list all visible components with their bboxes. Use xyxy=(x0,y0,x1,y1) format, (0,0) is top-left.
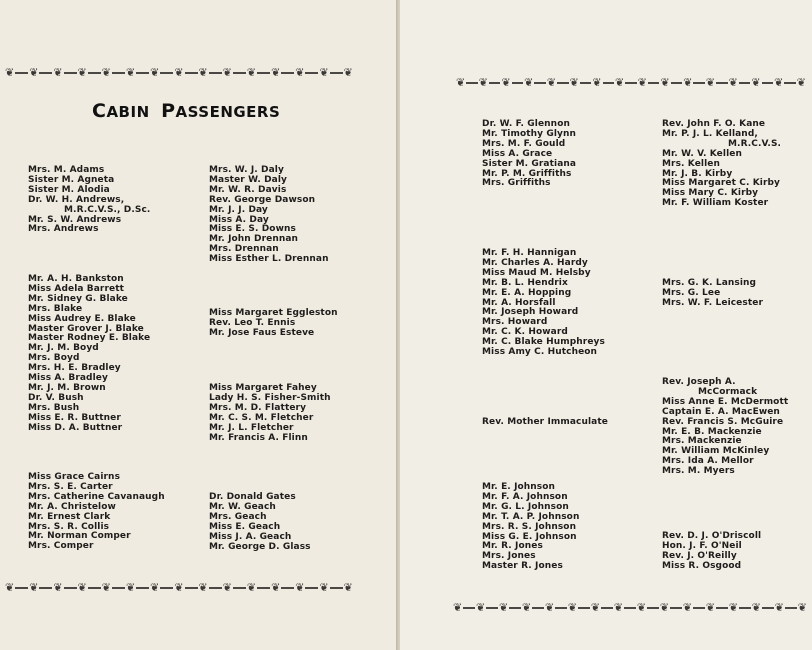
passenger-name: Mrs. Geach xyxy=(209,511,267,522)
passenger-name: Miss Amy C. Hutcheon xyxy=(482,347,598,358)
passenger-name: Mrs. Boyd xyxy=(28,353,80,364)
passenger-name: Mrs. Andrews xyxy=(28,224,99,235)
passenger-name: Dr. W. H. Andrews, xyxy=(28,194,125,205)
passenger-name: Mr. George D. Glass xyxy=(209,541,311,552)
passenger-name: Mrs. G. Lee xyxy=(662,287,721,298)
passenger-name: Miss Grace Cairns xyxy=(28,472,121,482)
group-list xyxy=(662,120,781,209)
passenger-name: Mr. Norman Comper xyxy=(28,531,131,542)
passenger-name: Mr. C. S. M. Fletcher xyxy=(209,412,314,423)
passenger-name: Master Grover J. Blake xyxy=(28,323,144,334)
passenger-name: Mr. F. A. Johnson xyxy=(482,491,568,502)
passenger-name: Mrs. Griffiths xyxy=(482,178,551,189)
passenger-name: Mr. W. Geach xyxy=(209,501,276,512)
passenger-name: Miss E. Geach xyxy=(209,521,281,532)
passenger-name: Rev. Joseph A. xyxy=(662,377,736,387)
passenger-name: Mr. Sidney G. Blake xyxy=(28,293,128,304)
passenger-name: Mr. Timothy Glynn xyxy=(482,128,577,139)
passenger-name: Mrs. S. E. Carter xyxy=(28,481,113,492)
passenger-name: Dr. W. F. Glennon xyxy=(482,119,570,129)
passenger-name: Mrs. M. F. Gould xyxy=(482,138,566,149)
passenger-name: Mr. R. Jones xyxy=(482,541,543,552)
passenger-name: Mr. A. Christelow xyxy=(28,501,116,512)
passenger-name: Mrs. Jones xyxy=(482,551,536,562)
passenger-name: Mrs. M. Adams xyxy=(28,165,105,175)
passenger-name: Mrs. Howard xyxy=(482,317,548,328)
passenger-name: Hon. J. F. O'Neil xyxy=(662,540,742,551)
passenger-name: Master W. Daly xyxy=(209,174,288,185)
passenger-name: Mr. C. K. Howard xyxy=(482,327,568,338)
passenger-name: Mrs. Bush xyxy=(28,402,80,413)
passenger-name: Mrs. M. D. Flattery xyxy=(209,402,307,413)
passenger-name: Mrs. Kellen xyxy=(662,158,721,169)
group-list xyxy=(28,275,150,434)
passenger-name: Sister M. Gratiana xyxy=(482,158,577,169)
passenger-name: Miss A. Day xyxy=(209,214,269,225)
passenger-name: Rev. J. O'Reilly xyxy=(662,550,737,561)
left-page xyxy=(0,0,398,650)
passenger-name: Mr. A. Horsfall xyxy=(482,297,556,308)
scroll-flourish-icon: ❦ ❦ ❦ ❦ ❦ ❦ ❦ ❦ ❦ ❦ ❦ ❦ ❦ ❦ ❦ xyxy=(5,581,353,594)
passenger-name: Mr. John Drennan xyxy=(209,234,299,245)
top-border-right xyxy=(455,76,807,90)
group-list xyxy=(482,120,576,189)
passenger-name: M.R.C.V.S. xyxy=(728,138,782,149)
group-list xyxy=(209,166,329,265)
passenger-name: Mr. Francis A. Flinn xyxy=(209,432,308,443)
passenger-name: Mr. T. A. P. Johnson xyxy=(482,511,580,522)
passenger-name: Mrs. Drennan xyxy=(209,244,279,255)
passenger-name: Rev. Leo T. Ennis xyxy=(209,317,296,328)
passenger-name: Miss Margaret C. Kirby xyxy=(662,178,781,189)
passenger-name: Mr. J. J. Day xyxy=(209,204,268,215)
passenger-name: Dr. Donald Gates xyxy=(209,492,296,502)
bottom-border-left xyxy=(4,581,354,595)
passenger-name: Mrs. H. E. Bradley xyxy=(28,363,121,374)
passenger-name: Mrs. W. F. Leicester xyxy=(662,297,763,308)
passenger-name: Mr. B. L. Hendrix xyxy=(482,277,568,288)
group-list xyxy=(482,483,579,572)
passenger-name: Miss A. Bradley xyxy=(28,373,108,384)
passenger-name: Mrs. S. R. Collis xyxy=(28,521,110,532)
group-list xyxy=(209,493,311,552)
passenger-name: Mrs. R. S. Johnson xyxy=(482,521,577,532)
passenger-name: Miss A. Grace xyxy=(482,148,553,159)
passenger-name: Mr. S. W. Andrews xyxy=(28,214,122,225)
passenger-name: Sister M. Alodia xyxy=(28,184,110,195)
passenger-name: Mrs. W. J. Daly xyxy=(209,165,284,175)
passenger-name: Miss Anne E. McDermott xyxy=(662,396,789,407)
passenger-name: Mr. Joseph Howard xyxy=(482,307,579,318)
passenger-name: Miss Mary C. Kirby xyxy=(662,188,759,199)
group-list xyxy=(662,378,788,477)
passenger-name: Rev. John F. O. Kane xyxy=(662,119,766,129)
passenger-name: Master Rodney E. Blake xyxy=(28,333,151,344)
passenger-name: Miss J. A. Geach xyxy=(209,531,292,542)
passenger-name: Lady H. S. Fisher-Smith xyxy=(209,392,331,403)
group-list xyxy=(28,473,165,552)
passenger-name: Miss G. E. Johnson xyxy=(482,531,577,542)
passenger-name: Mr. W. R. Davis xyxy=(209,184,287,195)
passenger-name: Mrs. G. K. Lansing xyxy=(662,278,757,288)
passenger-name: Mr. E. B. Mackenzie xyxy=(662,426,762,437)
passenger-name: Captain E. A. MacEwen xyxy=(662,406,780,417)
passenger-name: Miss Maud M. Helsby xyxy=(482,267,591,278)
passenger-name: Mr. J. M. Boyd xyxy=(28,343,99,354)
passenger-name: Rev. D. J. O'Driscoll xyxy=(662,531,762,541)
group-list xyxy=(28,166,150,235)
group-list xyxy=(662,532,761,572)
passenger-name: McCormack xyxy=(698,386,758,397)
passenger-name: Miss Esther L. Drennan xyxy=(209,254,329,265)
passenger-name: Miss Adela Barrett xyxy=(28,283,125,294)
passenger-name: Dr. V. Bush xyxy=(28,392,84,403)
passenger-name: Mrs. Comper xyxy=(28,541,94,552)
passenger-name: Mr. J. B. Kirby xyxy=(662,168,733,179)
group-list xyxy=(482,249,605,358)
passenger-name: Mrs. Mackenzie xyxy=(662,436,742,447)
scroll-flourish-icon: ❦ ❦ ❦ ❦ ❦ ❦ ❦ ❦ ❦ ❦ ❦ ❦ ❦ ❦ ❦ ❦ xyxy=(453,601,807,614)
passenger-name: Master R. Jones xyxy=(482,561,563,572)
page-title: CABIN PASSENGERS xyxy=(92,100,281,122)
passenger-name: Mr. Charles A. Hardy xyxy=(482,257,588,268)
group-list xyxy=(662,279,763,309)
passenger-name: M.R.C.V.S., D.Sc. xyxy=(64,204,151,215)
passenger-name: Mrs. Catherine Cavanaugh xyxy=(28,491,165,502)
passenger-name: Miss Margaret Fahey xyxy=(209,383,317,393)
passenger-name: Mr. P. J. L. Kelland, xyxy=(662,128,758,139)
passenger-name: Mr. F. William Koster xyxy=(662,198,769,209)
scroll-flourish-icon: ❦ ❦ ❦ ❦ ❦ ❦ ❦ ❦ ❦ ❦ ❦ ❦ ❦ ❦ ❦ ❦ xyxy=(456,76,806,89)
passenger-name: Mr. C. Blake Humphreys xyxy=(482,337,605,348)
passenger-name: Miss E. S. Downs xyxy=(209,224,296,235)
passenger-name: Miss E. R. Buttner xyxy=(28,412,121,423)
scroll-flourish-icon: ❦ ❦ ❦ ❦ ❦ ❦ ❦ ❦ ❦ ❦ ❦ ❦ ❦ ❦ ❦ xyxy=(5,66,353,79)
bottom-border-right xyxy=(452,601,808,615)
passenger-name: Mrs. Blake xyxy=(28,303,83,314)
passenger-name: Mr. A. H. Bankston xyxy=(28,274,124,284)
passenger-name: Miss D. A. Buttner xyxy=(28,422,123,433)
passenger-name: Mr. William McKinley xyxy=(662,446,770,457)
group-list xyxy=(209,309,338,339)
passenger-name: Mr. E. A. Hopping xyxy=(482,287,572,298)
passenger-name: Mr. E. Johnson xyxy=(482,482,556,492)
passenger-name: Mrs. Ida A. Mellor xyxy=(662,456,754,467)
passenger-name: Sister M. Agneta xyxy=(28,174,115,185)
passenger-name: Mr. F. H. Hannigan xyxy=(482,248,577,258)
passenger-name: Rev. George Dawson xyxy=(209,194,316,205)
passenger-name: Miss Audrey E. Blake xyxy=(28,313,136,324)
passenger-name: Mr. P. M. Griffiths xyxy=(482,168,572,179)
passenger-name: Rev. Mother Immaculate xyxy=(482,417,608,427)
right-page xyxy=(400,0,812,650)
top-border-left xyxy=(4,66,354,80)
group-list xyxy=(482,418,608,428)
passenger-name: Mr. J. M. Brown xyxy=(28,382,106,393)
passenger-name: Mr. Jose Faus Esteve xyxy=(209,327,315,338)
passenger-name: Mr. G. L. Johnson xyxy=(482,501,569,512)
passenger-name: Miss R. Osgood xyxy=(662,560,742,571)
group-list xyxy=(209,384,331,443)
passenger-name: Mr. Ernest Clark xyxy=(28,511,111,522)
passenger-name: Mr. J. L. Fletcher xyxy=(209,422,294,433)
passenger-name: Miss Margaret Eggleston xyxy=(209,308,338,318)
passenger-name: Rev. Francis S. McGuire xyxy=(662,416,784,427)
passenger-name: Mrs. M. Myers xyxy=(662,466,735,477)
passenger-name: Mr. W. V. Kellen xyxy=(662,148,742,159)
